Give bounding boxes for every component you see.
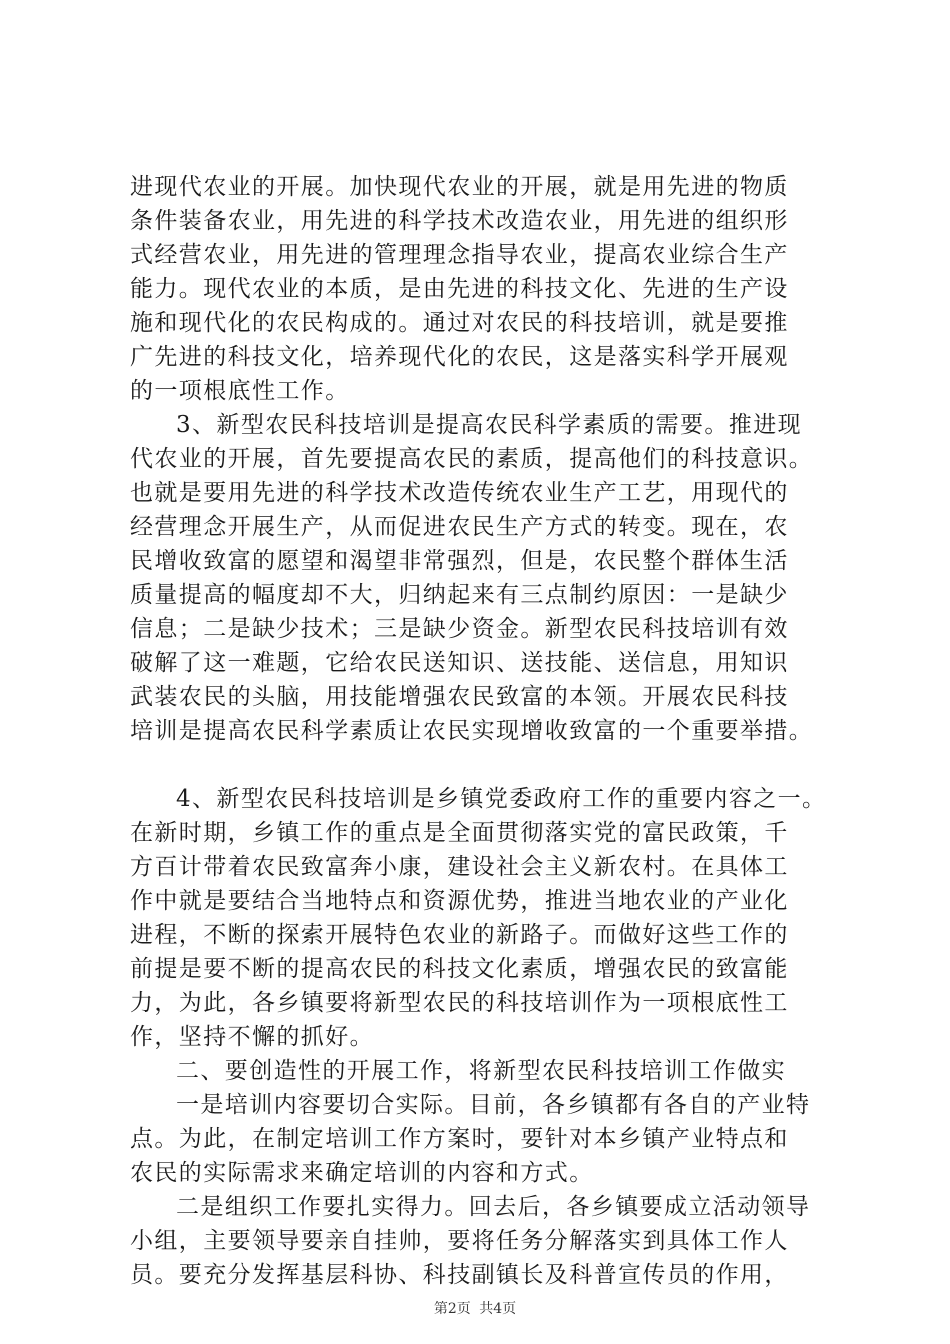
text-line: 代农业的开展，首先要提高农民的素质，提高他们的科技意识。 [130,446,814,472]
paragraph-4-start: 4、新型农民科技培训是乡镇党委政府工作的重要内容之一。 [176,786,827,812]
text-line: 方百计带着农民致富奔小康，建设社会主义新农村。在具体工 [130,854,789,880]
text-line: 施和现代化的农民构成的。通过对农民的科技培训，就是要推 [130,310,789,336]
paragraph-3-start: 3、新型农民科技培训是提高农民科学素质的需要。推进现 [176,412,803,438]
paragraph-point-1-start: 一是培训内容要切合实际。目前，各乡镇都有各自的产业特 [176,1092,811,1118]
text-line: 在新时期，乡镇工作的重点是全面贯彻落实党的富民政策，千 [130,820,789,846]
text-line: 的一项根底性工作。 [130,378,350,404]
text-line: 小组，主要领导要亲自挂帅，要将任务分解落实到具体工作人 [130,1228,789,1254]
text-line: 进程，不断的探索开展特色农业的新路子。而做好这些工作的 [130,922,789,948]
text-line: 点。为此，在制定培训工作方案时，要针对本乡镇产业特点和 [130,1126,789,1152]
section-heading: 二、要创造性的开展工作，将新型农民科技培训工作做实 [176,1058,786,1084]
page-total: 共4页 [479,1301,517,1317]
text-line: 也就是要用先进的科学技术改造传统农业生产工艺，用现代的 [130,480,789,506]
text-line: 作，坚持不懈的抓好。 [130,1024,374,1050]
paragraph-point-2-start: 二是组织工作要扎实得力。回去后，各乡镇要成立活动领导 [176,1194,811,1220]
text-line: 条件装备农业，用先进的科学技术改造农业，用先进的组织形 [130,208,789,234]
text-line: 能力。现代农业的本质，是由先进的科技文化、先进的生产设 [130,276,789,302]
text-line: 前提是要不断的提高农民的科技文化素质，增强农民的致富能 [130,956,789,982]
page-number: 第2页 [433,1301,471,1317]
text-line: 经营理念开展生产，从而促进农民生产方式的转变。现在，农 [130,514,789,540]
text-line: 员。要充分发挥基层科协、科技副镇长及科普宣传员的作用， [130,1262,789,1288]
text-line: 广先进的科技文化，培养现代化的农民，这是落实科学开展观 [130,344,789,370]
text-line: 式经营农业，用先进的管理理念指导农业，提高农业综合生产 [130,242,789,268]
text-line: 民增收致富的愿望和渴望非常强烈，但是，农民整个群体生活 [130,548,789,574]
text-line: 破解了这一难题，它给农民送知识、送技能、送信息，用知识 [130,650,789,676]
paragraph-gap [130,748,830,782]
text-line: 培训是提高农民科学素质让农民实现增收致富的一个重要举措。 [130,718,814,744]
document-body [130,170,830,1292]
text-line: 质量提高的幅度却不大，归纳起来有三点制约原因：一是缺少 [130,582,789,608]
text-line: 信息；二是缺少技术；三是缺少资金。新型农民科技培训有效 [130,616,789,642]
page-footer [0,1298,950,1318]
text-line: 武装农民的头脑，用技能增强农民致富的本领。开展农民科技 [130,684,789,710]
text-line: 作中就是要结合当地特点和资源优势，推进当地农业的产业化 [130,888,789,914]
text-line: 进现代农业的开展。加快现代农业的开展，就是用先进的物质 [130,174,789,200]
text-line: 力，为此，各乡镇要将新型农民的科技培训作为一项根底性工 [130,990,789,1016]
text-line: 农民的实际需求来确定培训的内容和方式。 [130,1160,594,1186]
